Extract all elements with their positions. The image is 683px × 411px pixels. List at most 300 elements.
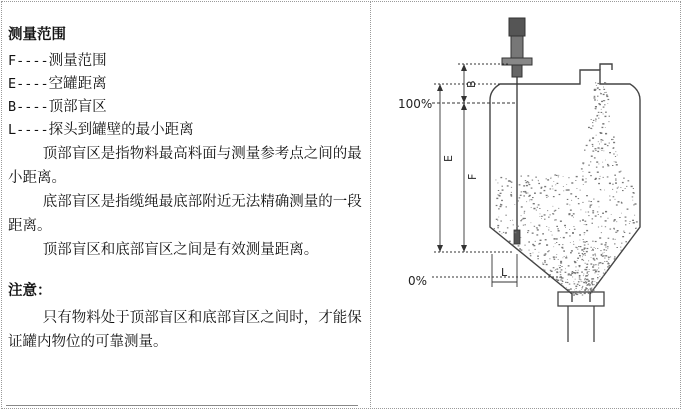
material-particle [502,234,503,235]
material-particle [523,185,525,186]
material-particle [602,213,604,214]
material-particle [598,214,599,215]
material-particle [506,206,508,207]
material-particle [558,175,559,176]
material-particle [579,275,581,276]
material-particle [518,201,519,202]
material-particle [581,168,583,169]
material-particle [576,176,578,177]
material-particle [597,211,598,212]
material-particle [496,219,498,220]
material-particle [563,186,564,187]
material-particle [561,280,562,281]
material-particle [595,106,597,108]
material-particle [529,250,530,251]
material-particle [550,214,551,215]
material-particle [554,174,556,175]
material-particle [595,121,596,122]
material-particle [532,233,534,234]
material-particle [621,202,622,203]
material-particle [528,241,530,242]
material-particle [575,267,576,268]
material-particle [585,221,587,222]
material-particle [568,177,569,178]
material-particle [592,249,594,250]
material-particle [533,245,535,246]
material-particle [617,247,618,248]
material-particle [535,177,537,178]
material-particle [595,215,597,216]
material-particle [595,148,597,149]
material-particle [594,90,596,91]
material-particle [632,196,634,197]
material-particle [618,187,619,188]
material-particle [568,189,570,190]
material-particle [585,263,586,264]
material-particle [544,190,546,191]
material-particle [590,205,592,206]
material-particle [594,281,595,282]
material-particle [573,213,575,214]
material-particle [575,293,577,295]
definition-l [8,119,363,142]
material-particle [600,176,601,177]
material-particle [599,104,601,105]
material-particle [591,282,593,283]
material-particle [605,160,606,161]
material-particle [546,226,547,227]
material-particle [572,277,573,278]
material-particle [511,187,512,188]
material-particle [597,115,598,116]
material-particle [529,195,531,196]
material-particle [636,228,637,229]
material-particle [556,254,557,255]
material-particle [600,93,601,94]
material-particle [592,223,594,224]
material-particle [579,265,581,266]
material-particle [597,83,599,84]
material-particle [592,122,593,123]
material-particle [607,218,608,219]
material-particle [568,273,570,275]
material-particle [596,258,598,259]
material-particle [556,238,558,239]
material-particle [608,121,609,122]
material-particle [609,265,611,266]
material-particle [602,140,603,141]
material-particle [593,258,595,259]
material-particle [596,286,597,287]
material-particle [590,263,592,264]
material-particle [560,237,561,238]
material-particle [570,242,571,243]
material-particle [613,239,615,240]
material-particle [591,292,593,293]
material-particle [621,213,622,214]
material-particle [524,211,525,212]
material-particle [553,196,555,197]
material-particle [547,179,549,180]
text-column [8,26,363,354]
material-particle [603,87,604,88]
material-particle [579,291,581,292]
material-particle [581,259,583,260]
material-particle [590,128,592,129]
material-particle [601,112,603,113]
material-particle [598,118,599,119]
material-particle [564,256,565,257]
material-particle [596,135,597,136]
material-particle [577,249,578,250]
material-particle [583,239,584,240]
material-particle [592,218,594,219]
material-particle [598,265,599,266]
material-particle [615,162,617,163]
paragraph-top-blind-zone: 顶部盲区是指物料最高料面与测量参考点之间的最小距离。 [8,146,362,186]
material-particle [511,192,512,193]
material-particle [583,241,585,242]
material-particle [592,125,593,126]
material-particle [557,183,559,184]
material-particle [608,259,609,260]
material-particle [591,257,592,258]
material-particle [541,187,543,188]
material-particle [609,152,611,153]
material-particle [584,290,586,291]
material-particle [582,253,584,254]
material-particle [517,226,519,227]
material-particle [597,96,599,97]
material-particle [598,112,600,113]
material-particle [620,187,621,188]
material-particle [555,185,556,186]
material-particle [623,178,625,179]
material-particle [559,194,561,195]
label-e: E [442,155,455,162]
material-particle [605,116,607,117]
material-particle [586,275,588,276]
material-particle [588,215,589,216]
material-particle [584,232,586,233]
definition-text: 测量范围 [48,53,107,69]
material-particle [534,193,536,194]
material-particle [581,281,582,282]
definition-e [8,73,363,96]
material-particle [546,178,547,179]
material-particle [551,231,552,232]
material-particle [569,213,571,214]
material-particle [562,248,563,249]
material-particle [614,229,615,230]
material-particle [605,226,606,227]
material-particle [596,161,598,162]
material-particle [598,274,599,275]
definition-f [8,50,363,73]
material-particle [599,144,600,145]
paragraph-bottom-blind-zone: 底部盲区是指缆绳最底部附近无法精确测量的一段距离。 [8,194,362,234]
material-particle [635,203,637,204]
material-particle [564,225,566,226]
material-particle [589,295,591,296]
material-particle [589,206,591,207]
material-particle [560,262,562,263]
material-particle [572,232,574,233]
material-particle [602,256,604,257]
material-particle [609,200,611,201]
material-particle [542,233,544,234]
material-particle [580,190,581,191]
material-particle [571,182,573,183]
material-particle [592,212,594,213]
material-particle [544,219,546,220]
material-particle [576,288,577,289]
material-particle [584,279,585,280]
material-particle [586,267,588,268]
material-particle [552,206,553,207]
material-particle [583,274,584,275]
material-particle [605,242,607,243]
material-particle [604,104,605,105]
material-particle [510,194,512,195]
material-particle [602,162,603,163]
material-particle [555,219,557,220]
material-particle [521,176,523,177]
material-particle [588,127,590,128]
material-particle [566,256,567,257]
material-particle [568,289,569,290]
material-particle [600,189,601,190]
material-particle [563,286,564,287]
material-particle [505,215,506,216]
material-particle [580,221,581,222]
material-particle [573,226,574,227]
material-particle [586,282,588,283]
label-0-percent: 0% [408,274,428,288]
material-particle [537,207,538,208]
material-particle [601,109,602,110]
material-particle [557,280,558,281]
material-particle [615,180,616,181]
material-particle [598,147,600,148]
material-particle [603,100,604,101]
material-particle [502,189,504,190]
material-particle [498,217,499,218]
material-particle [582,295,583,296]
material-particle [605,220,607,221]
material-particle [575,279,576,280]
material-particle [592,281,594,282]
material-particle [514,232,516,233]
material-particle [630,221,631,222]
material-particle [552,186,553,187]
material-particle [615,239,616,240]
material-particle [553,258,554,259]
material-particle [621,202,623,203]
material-particle [556,257,557,258]
material-particle [623,231,624,232]
material-particle [530,255,532,256]
column-divider [370,1,371,409]
material-particle [557,228,559,229]
material-particle [593,120,595,121]
material-particle [556,175,558,176]
material-particle [611,214,612,215]
material-particle [540,226,541,227]
material-particle [606,94,608,95]
material-particle [578,203,580,204]
material-particle [636,221,638,222]
material-particle [604,252,605,253]
definition-b [8,96,363,119]
material-particle [633,192,635,193]
material-particle [597,201,599,202]
material-particle [627,209,629,210]
material-particle [501,200,503,201]
material-particle [500,193,502,194]
material-particle [541,216,543,217]
material-particle [550,178,551,179]
material-particle [523,195,525,196]
material-particle [605,112,607,113]
material-particle [592,146,593,147]
material-particle [573,294,575,295]
material-particle [612,165,613,166]
material-particle [588,283,589,284]
material-particle [544,260,546,261]
material-particle [531,188,533,189]
note-text: 只有物料处于顶部盲区和底部盲区之间时，才能保证罐内物位的可靠测量。 [8,310,362,350]
material-particle [598,268,599,269]
material-particle [523,218,525,219]
material-particle [530,253,532,254]
material-particle [609,116,610,117]
material-particle [592,151,594,152]
material-particle [519,184,521,185]
material-particle [582,254,584,255]
material-particle [579,234,581,235]
material-particle [604,84,605,85]
material-particle [552,189,553,190]
material-particle [571,215,573,216]
material-particle [594,269,596,270]
material-particle [579,266,580,267]
material-particle [562,277,564,278]
material-particle [614,258,616,259]
material-particle [497,227,499,228]
material-particle [584,253,586,254]
material-particle [601,226,602,227]
material-particle [591,289,593,291]
material-particle [521,215,522,216]
material-particle [532,261,533,262]
material-particle [604,92,605,93]
material-particle [502,186,504,187]
material-particle [511,195,513,196]
material-particle [563,258,564,259]
material-particle [613,139,614,140]
material-particle [582,287,584,288]
material-particle [551,271,553,272]
material-particle [567,289,568,290]
material-particle [558,259,559,260]
material-particle [549,274,550,275]
material-particle [583,260,584,261]
material-particle [604,244,606,245]
material-particle [521,191,522,192]
material-particle [586,288,587,289]
material-particle [584,245,586,246]
material-particle [597,259,598,260]
material-particle [592,241,593,242]
material-particle [529,184,531,185]
material-particle [607,164,609,165]
material-particle [602,123,604,125]
material-particle [588,172,590,173]
material-particle [574,272,576,273]
material-particle [601,254,603,255]
material-particle [578,246,579,247]
material-particle [595,178,597,179]
material-particle [610,229,612,230]
material-particle [591,156,593,157]
material-particle [632,220,634,221]
material-particle [615,199,616,200]
material-particle [588,290,589,291]
material-particle [621,250,622,251]
material-particle [569,229,570,230]
material-particle [569,235,571,236]
material-particle [599,237,601,238]
material-particle [592,284,594,285]
material-particle [531,223,532,224]
material-particle [537,258,539,259]
material-particle [586,230,588,231]
material-particle [565,272,567,273]
material-particle [604,144,606,145]
material-particle [497,183,498,184]
material-particle [598,183,600,184]
material-particle [617,188,618,189]
material-particle [616,164,618,165]
material-particle [603,151,604,152]
definition-key: L---- [8,122,49,138]
material-particle [531,199,533,200]
cable-probe [514,77,520,244]
material-particle [565,257,567,258]
material-particle [569,275,570,276]
material-particle [523,191,525,192]
material-particle [597,279,598,280]
material-particle [588,212,589,213]
material-particle [549,258,550,259]
material-particle [496,205,498,206]
material-particle [529,201,530,202]
material-particle [546,197,547,198]
material-particle [565,269,566,270]
material-particle [584,150,586,151]
material-particle [560,274,562,275]
material-particle [585,181,587,182]
material-particle [512,244,514,245]
material-particle [566,288,567,289]
material-particle [533,208,535,210]
material-particle [544,186,546,187]
material-particle [602,166,604,167]
material-particle [601,142,602,143]
material-particle [539,243,541,244]
material-particle [580,240,581,241]
